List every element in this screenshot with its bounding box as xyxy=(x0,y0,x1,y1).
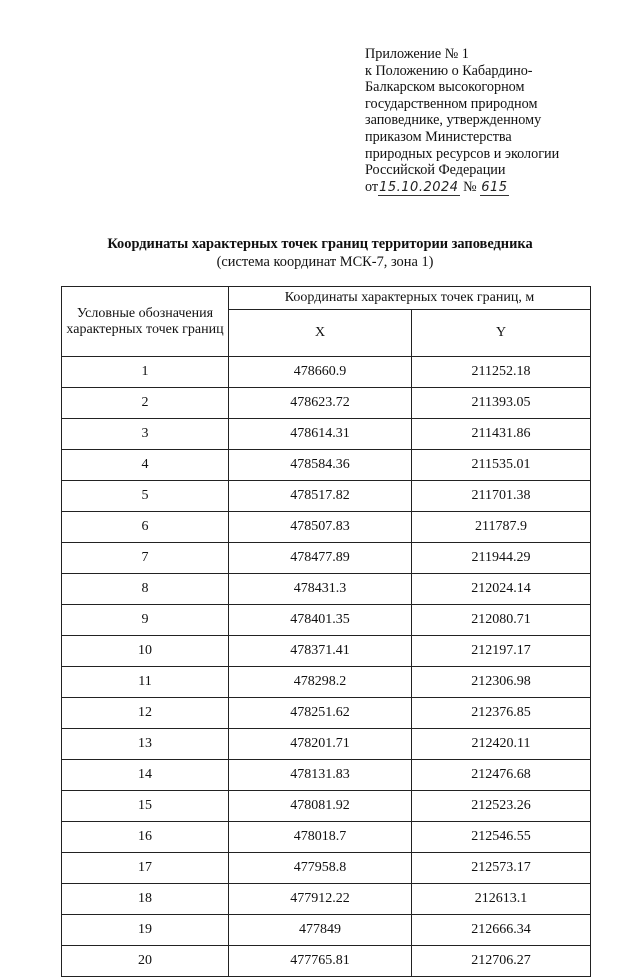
y-coordinate: 212306.98 xyxy=(412,667,591,698)
x-coordinate: 478201.71 xyxy=(229,729,412,760)
y-coordinate: 211431.86 xyxy=(412,419,591,450)
annex-line: природных ресурсов и экологии xyxy=(365,145,560,162)
document-subtitle: (система координат МСК-7, зона 1) xyxy=(216,254,434,270)
x-coordinate: 478660.9 xyxy=(229,357,412,388)
table-body xyxy=(62,357,591,977)
table-row xyxy=(62,884,591,915)
table-row xyxy=(62,667,591,698)
y-coordinate: 211787.9 xyxy=(412,512,591,543)
y-coordinate: 212024.14 xyxy=(412,574,591,605)
order-date: 15.10.2024 xyxy=(379,179,459,195)
header-x: X xyxy=(229,310,412,357)
table-row xyxy=(62,543,591,574)
date-prefix: от xyxy=(365,178,379,195)
point-number: 16 xyxy=(62,822,229,853)
table-row xyxy=(62,419,591,450)
y-coordinate: 211535.01 xyxy=(412,450,591,481)
x-coordinate: 478507.83 xyxy=(229,512,412,543)
y-coordinate: 212523.26 xyxy=(412,791,591,822)
table-row xyxy=(62,481,591,512)
point-number: 3 xyxy=(62,419,229,450)
y-coordinate: 211944.29 xyxy=(412,543,591,574)
x-coordinate: 478614.31 xyxy=(229,419,412,450)
y-coordinate: 212706.27 xyxy=(412,946,591,977)
table-row xyxy=(62,357,591,388)
y-coordinate: 212197.17 xyxy=(412,636,591,667)
number-prefix: № xyxy=(463,178,477,195)
y-coordinate: 212666.34 xyxy=(412,915,591,946)
y-coordinate: 212080.71 xyxy=(412,605,591,636)
coordinates-table xyxy=(61,286,591,977)
table-row xyxy=(62,853,591,884)
y-coordinate: 211252.18 xyxy=(412,357,591,388)
x-coordinate: 478431.3 xyxy=(229,574,412,605)
x-coordinate: 477765.81 xyxy=(229,946,412,977)
point-number: 12 xyxy=(62,698,229,729)
y-coordinate: 211701.38 xyxy=(412,481,591,512)
x-coordinate: 478517.82 xyxy=(229,481,412,512)
point-number: 6 xyxy=(62,512,229,543)
x-coordinate: 478371.41 xyxy=(229,636,412,667)
point-number: 7 xyxy=(62,543,229,574)
x-coordinate: 478477.89 xyxy=(229,543,412,574)
point-number: 17 xyxy=(62,853,229,884)
point-number: 15 xyxy=(62,791,229,822)
y-coordinate: 212546.55 xyxy=(412,822,591,853)
point-number: 9 xyxy=(62,605,229,636)
annex-line: Приложение № 1 xyxy=(365,46,469,62)
point-number: 14 xyxy=(62,760,229,791)
x-coordinate: 478081.92 xyxy=(229,791,412,822)
point-number: 4 xyxy=(62,450,229,481)
table-row xyxy=(62,729,591,760)
x-coordinate: 478298.2 xyxy=(229,667,412,698)
table-row xyxy=(62,760,591,791)
y-coordinate: 212573.17 xyxy=(412,853,591,884)
annex-line: заповеднике, утвержденному xyxy=(365,112,542,129)
table-row xyxy=(62,388,591,419)
table-row xyxy=(62,915,591,946)
x-coordinate: 478401.35 xyxy=(229,605,412,636)
table-row xyxy=(62,450,591,481)
header-coordinates: Координаты характерных точек границ, м xyxy=(229,287,591,310)
point-number: 18 xyxy=(62,884,229,915)
table-row xyxy=(62,605,591,636)
annex-block xyxy=(365,46,625,196)
table-row xyxy=(62,946,591,977)
y-coordinate: 212376.85 xyxy=(412,698,591,729)
header-y: Y xyxy=(412,310,591,357)
y-coordinate: 211393.05 xyxy=(412,388,591,419)
x-coordinate: 478251.62 xyxy=(229,698,412,729)
annex-line: Балкарском высокогорном xyxy=(365,79,525,96)
table-row xyxy=(62,791,591,822)
y-coordinate: 212613.1 xyxy=(412,884,591,915)
point-number: 5 xyxy=(62,481,229,512)
x-coordinate: 477849 xyxy=(229,915,412,946)
y-coordinate: 212476.68 xyxy=(412,760,591,791)
table-row xyxy=(62,822,591,853)
order-date-line xyxy=(365,179,625,197)
annex-line: к Положению о Кабардино- xyxy=(365,62,533,79)
table-row xyxy=(62,636,591,667)
table-row xyxy=(62,574,591,605)
annex-line: приказом Министерства xyxy=(365,128,512,145)
x-coordinate: 478131.83 xyxy=(229,760,412,791)
document-title: Координаты характерных точек границ территории заповедника xyxy=(107,236,533,252)
point-number: 20 xyxy=(62,946,229,977)
point-number: 2 xyxy=(62,388,229,419)
point-number: 8 xyxy=(62,574,229,605)
x-coordinate: 477912.22 xyxy=(229,884,412,915)
point-number: 11 xyxy=(62,667,229,698)
point-number: 13 xyxy=(62,729,229,760)
point-number: 1 xyxy=(62,357,229,388)
point-number: 19 xyxy=(62,915,229,946)
annex-line: Российской Федерации xyxy=(365,162,506,179)
order-number: 615 xyxy=(481,179,508,195)
x-coordinate: 478018.7 xyxy=(229,822,412,853)
table-row xyxy=(62,698,591,729)
point-number: 10 xyxy=(62,636,229,667)
header-point-designation: Условные обозначения характерных точек границ xyxy=(62,287,229,357)
y-coordinate: 212420.11 xyxy=(412,729,591,760)
x-coordinate: 477958.8 xyxy=(229,853,412,884)
table-row xyxy=(62,512,591,543)
x-coordinate: 478584.36 xyxy=(229,450,412,481)
x-coordinate: 478623.72 xyxy=(229,388,412,419)
annex-line: государственном природном xyxy=(365,95,538,112)
